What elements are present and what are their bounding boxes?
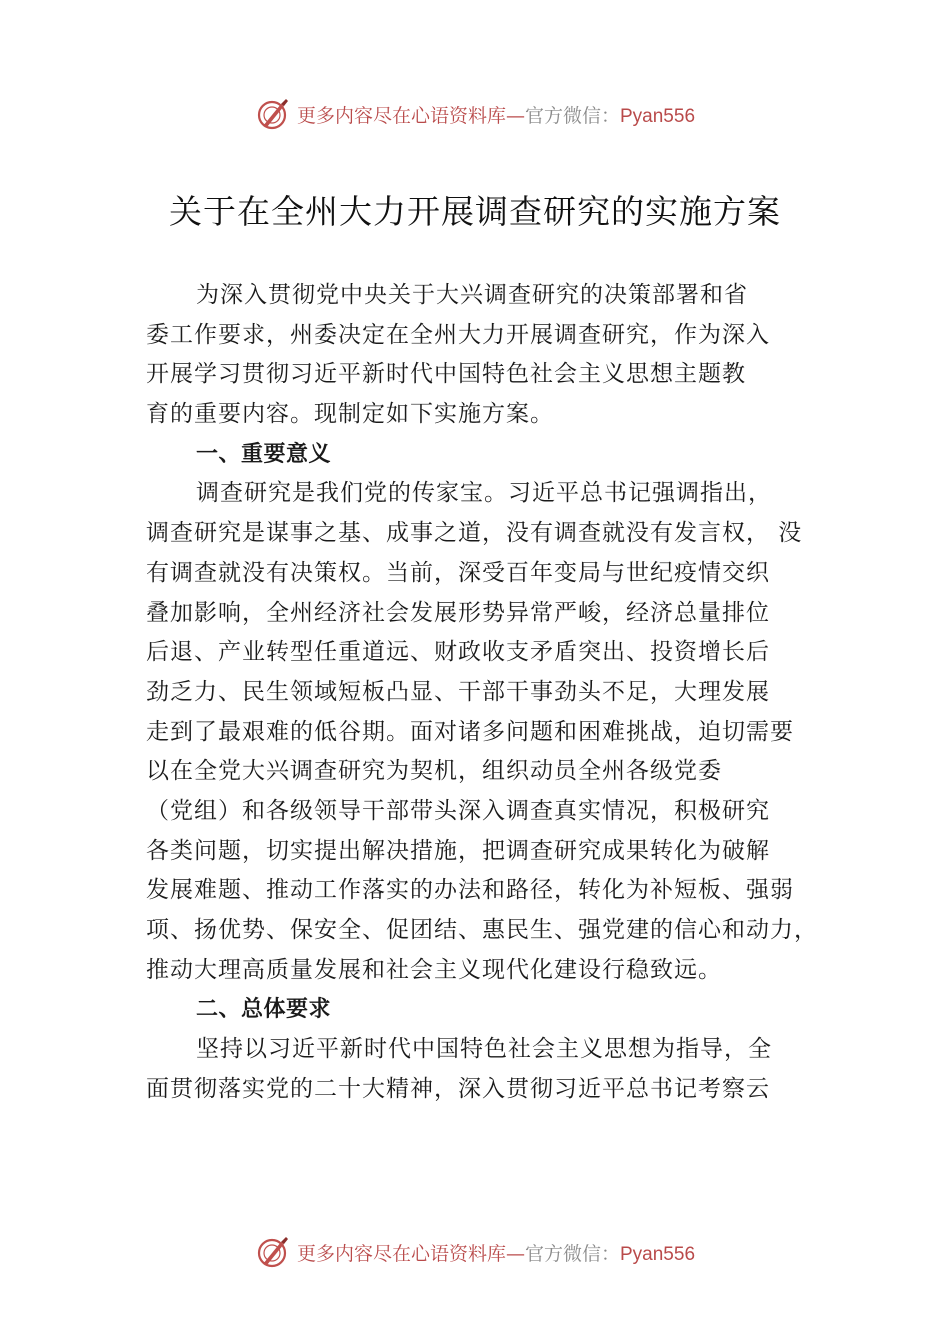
paragraph-line: 有调查就没有决策权。当前，深受百年变局与世纪疫情交织 xyxy=(146,559,770,586)
paragraph-line: 走到了最艰难的低谷期。面对诸多问题和困难挑战，迫切需要 xyxy=(146,718,794,745)
section-heading: 二、总体要求 xyxy=(196,997,332,1023)
paragraph-line: 叠加影响，全州经济社会发展形势异常严峻，经济总量排位 xyxy=(146,599,770,626)
watermark-text xyxy=(297,101,695,128)
paragraph-line: 调查研究是谋事之基、成事之道，没有调查就没有发言权， 没 xyxy=(146,520,803,547)
paragraph-line: 委工作要求，州委决定在全州大力开展调查研究，作为深入 xyxy=(146,321,770,348)
paragraph-line: 坚持以习近平新时代中国特色社会主义思想为指导，全 xyxy=(196,1036,772,1063)
section-heading: 一、重要意义 xyxy=(196,441,332,467)
document-title: 关于在全州大力开展调查研究的实施方案 xyxy=(169,192,781,231)
paragraph-line: （党组）和各级领导干部带头深入调查真实情况，积极研究 xyxy=(146,797,770,824)
paragraph-line: 调查研究是我们党的传家宝。习近平总书记强调指出， xyxy=(196,480,772,507)
paragraph-line: 后退、产业转型任重道远、财政收支矛盾突出、投资增长后 xyxy=(146,639,770,666)
footer-watermark-banner xyxy=(0,1232,950,1272)
watermark-wechat-id: Pyan556 xyxy=(620,1243,696,1265)
watermark-main-text: 更多内容尽在心语资料库— xyxy=(296,1242,525,1265)
watermark-main-text: 更多内容尽在心语资料库— xyxy=(296,104,525,127)
paragraph-line: 推动大理高质量发展和社会主义现代化建设行稳致远。 xyxy=(146,956,722,983)
brush-logo-icon xyxy=(255,96,291,132)
paragraph-line: 劲乏力、民生领域短板凸显、干部干事劲头不足，大理发展 xyxy=(146,678,770,705)
paragraph-line: 开展学习贯彻习近平新时代中国特色社会主义思想主题教 xyxy=(146,361,746,388)
paragraph-line: 为深入贯彻党中央关于大兴调查研究的决策部署和省 xyxy=(196,282,748,308)
paragraph-line: 面贯彻落实党的二十大精神，深入贯彻习近平总书记考察云 xyxy=(146,1075,770,1102)
watermark-wechat-id: Pyan556 xyxy=(620,105,696,127)
document-body xyxy=(146,276,846,1109)
watermark-wechat-label: 官方微信： xyxy=(524,104,620,127)
paragraph-line: 以在全党大兴调查研究为契机，组织动员全州各级党委 xyxy=(146,758,722,785)
paragraph-line: 项、扬优势、保安全、促团结、惠民生、强党建的信心和动力， xyxy=(146,917,818,943)
paragraph-line: 育的重要内容。现制定如下实施方案。 xyxy=(146,401,554,428)
brush-logo-icon xyxy=(255,1234,291,1270)
watermark-wechat-label: 官方微信： xyxy=(524,1242,620,1265)
paragraph-line: 发展难题、推动工作落实的办法和路径，转化为补短板、强弱 xyxy=(146,877,794,904)
paragraph-line: 各类问题，切实提出解决措施，把调查研究成果转化为破解 xyxy=(146,837,770,864)
watermark-text xyxy=(297,1239,695,1266)
header-watermark-banner xyxy=(0,94,950,134)
